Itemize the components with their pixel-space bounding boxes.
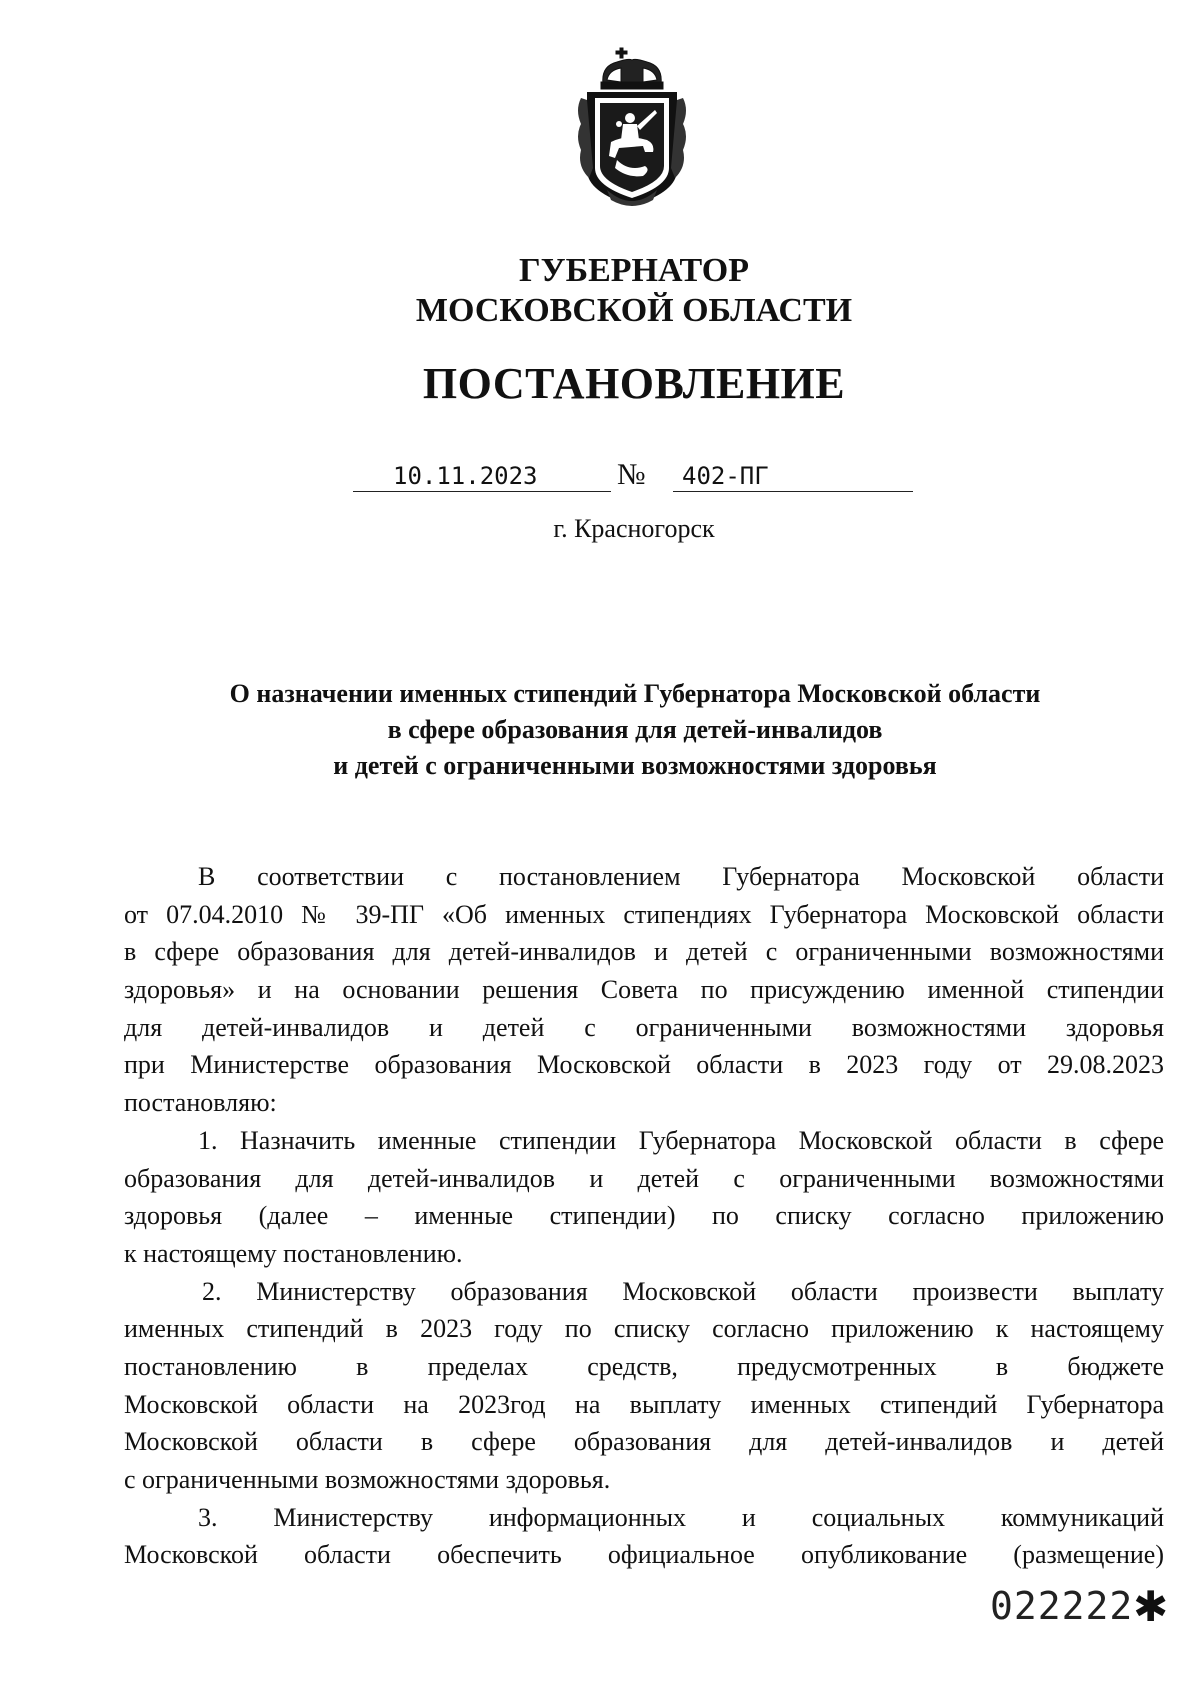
body-line: Московской области на 2023год на выплату именных стипендий Губернатора	[124, 1389, 1164, 1419]
body-line: 1. Назначить именные стипендии Губернатора Московской области в сфере	[198, 1125, 1164, 1155]
body-line: именных стипендий в 2023 году по списку согласно приложению к настоящему	[124, 1314, 1164, 1344]
body-line: постановлению в пределах средств, предусмотренных в бюджете	[124, 1351, 1164, 1381]
title-line: в сфере образования для детей-инвалидов	[387, 715, 883, 744]
body-line: Московской области обеспечить официальное опубликование (размещение)	[124, 1540, 1164, 1570]
coat-of-arms-icon	[567, 40, 697, 212]
issuer-line-2: МОСКОВСКОЙ ОБЛАСТИ	[415, 292, 853, 329]
document-body	[124, 858, 1164, 1574]
serial-number: 022222	[990, 1584, 1134, 1628]
star-icon: ✱	[1133, 1582, 1169, 1631]
document-number: 402-ПГ	[682, 462, 769, 490]
body-line: здоровья (далее – именные стипендии) по списку согласно приложению	[124, 1201, 1164, 1231]
city: г. Красногорск	[553, 514, 715, 543]
body-line: здоровья» и на основании решения Совета по присуждению именной стипендии	[124, 975, 1164, 1005]
document-date: 10.11.2023	[393, 462, 538, 490]
registration-line	[353, 460, 913, 500]
body-line: в сфере образования для детей-инвалидов и детей с ограниченными возможностями	[124, 937, 1164, 967]
document-type: ПОСТАНОВЛЕНИЕ	[422, 359, 846, 408]
number-sign: №	[617, 458, 646, 491]
body-line: 3. Министерству информационных и социальных коммуникаций	[198, 1502, 1164, 1532]
body-line: при Министерстве образования Московской области в 2023 году от 29.08.2023	[124, 1050, 1164, 1080]
issuer-line-1: ГУБЕРНАТОР	[519, 252, 749, 289]
date-underline	[353, 491, 611, 492]
title-line: О назначении именных стипендий Губернатора Московской области	[229, 679, 1041, 708]
body-line: с ограниченными возможностями здоровья.	[124, 1465, 611, 1494]
body-line: образования для детей-инвалидов и детей с ограниченными возможностями	[124, 1163, 1164, 1193]
body-line: для детей-инвалидов и детей с ограниченными возможностями здоровья	[124, 1012, 1164, 1042]
number-underline	[673, 491, 913, 492]
body-line: 2. Министерству образования Московской области произвести выплату	[202, 1276, 1164, 1306]
body-line: от 07.04.2010 № 39-ПГ «Об именных стипендиях Губернатора Московской области	[124, 899, 1164, 929]
body-line: к настоящему постановлению.	[124, 1238, 463, 1268]
body-line: В соответствии с постановлением Губернатора Московской области	[198, 862, 1164, 891]
title-line: и детей с ограниченными возможностями здоровья	[333, 751, 937, 780]
document-title	[150, 676, 1120, 784]
body-line: постановляю:	[124, 1088, 277, 1118]
body-line: Московской области в сфере образования для детей-инвалидов и детей	[124, 1427, 1164, 1457]
